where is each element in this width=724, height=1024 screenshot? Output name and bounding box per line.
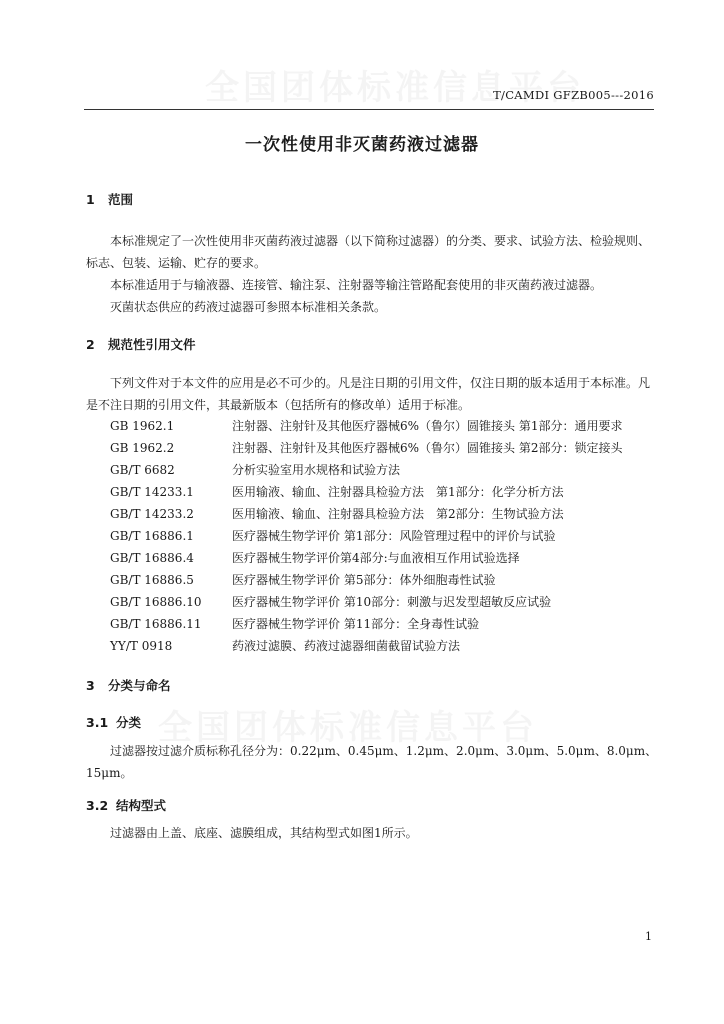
section-1-paragraph-3: 灭菌状态供应的药液过滤器可参照本标准相关条款。 xyxy=(110,300,387,314)
header-rule xyxy=(84,109,654,110)
section-3-heading xyxy=(86,676,171,694)
reference-row xyxy=(110,591,551,613)
reference-row xyxy=(110,525,555,547)
section-2-heading xyxy=(86,335,196,353)
reference-code: GB/T 16886.10 xyxy=(110,595,202,609)
section-2-intro: 下列文件对于本文件的应用是必不可少的。凡是注日期的引用文件，仅注日期的版本适用于本标准。凡是不注日期的引用文件，其最新版本（包括所有的修改单）适用于标准。 xyxy=(86,376,651,412)
reference-row xyxy=(110,613,479,635)
section-3-1-heading xyxy=(86,713,141,731)
reference-code: GB 1962.1 xyxy=(110,419,175,433)
reference-row xyxy=(110,569,495,591)
section-1-title: 范围 xyxy=(108,192,134,207)
reference-title: 注射器、注射针及其他医疗器械6%（鲁尔）圆锥接头 第1部分：通用要求 xyxy=(232,419,623,433)
reference-row xyxy=(110,547,520,569)
reference-row xyxy=(110,503,564,525)
section-2-title: 规范性引用文件 xyxy=(108,337,196,352)
section-3-2-title: 结构型式 xyxy=(116,798,167,813)
reference-title: 药液过滤膜、药液过滤器细菌截留试验方法 xyxy=(232,639,461,653)
reference-code: GB/T 16886.5 xyxy=(110,573,194,587)
reference-title: 医用输液、输血、注射器具检验方法 第2部分：生物试验方法 xyxy=(232,507,564,521)
reference-row xyxy=(110,635,460,657)
section-3-1-number: 3.1 xyxy=(86,715,109,730)
section-2-number: 2 xyxy=(86,337,95,352)
page-number: 1 xyxy=(645,930,652,943)
document-code: T/CAMDI GFZB005---2016 xyxy=(493,88,654,102)
reference-code: GB/T 16886.1 xyxy=(110,529,194,543)
section-3-title: 分类与命名 xyxy=(108,678,171,693)
section-1-heading xyxy=(86,190,133,208)
reference-title: 医疗器械生物学评价 第10部分：刺激与迟发型超敏反应试验 xyxy=(232,595,552,609)
section-3-number: 3 xyxy=(86,678,95,693)
reference-code: GB/T 16886.4 xyxy=(110,551,194,565)
reference-code: GB/T 16886.11 xyxy=(110,617,202,631)
document-title: 一次性使用非灭菌药液过滤器 xyxy=(245,135,479,155)
section-3-2-heading xyxy=(86,796,166,814)
reference-row xyxy=(110,437,623,459)
reference-code: GB/T 14233.1 xyxy=(110,485,194,499)
reference-code: YY/T 0918 xyxy=(110,639,173,653)
reference-title: 注射器、注射针及其他医疗器械6%（鲁尔）圆锥接头 第2部分：锁定接头 xyxy=(232,441,623,455)
section-1-paragraph-1: 本标准规定了一次性使用非灭菌药液过滤器（以下简称过滤器）的分类、要求、试验方法、检验规则、标志、包装、运输、贮存的要求。 xyxy=(86,234,651,270)
reference-row xyxy=(110,459,400,481)
section-3-1-paragraph: 过滤器按过滤介质标称孔径分为：0.22μm、0.45μm、1.2μm、2.0μm、3.0μm、5.0μm、8.0μm、15μm。 xyxy=(86,744,658,780)
reference-code: GB 1962.2 xyxy=(110,441,175,455)
section-1-paragraph-2: 本标准适用于与输液器、连接管、输注泵、注射器等输注管路配套使用的非灭菌药液过滤器。 xyxy=(110,278,603,292)
section-3-2-number: 3.2 xyxy=(86,798,109,813)
reference-title: 医用输液、输血、注射器具检验方法 第1部分：化学分析方法 xyxy=(232,485,564,499)
reference-title: 分析实验室用水规格和试验方法 xyxy=(232,463,401,477)
section-1-number: 1 xyxy=(86,192,95,207)
reference-row xyxy=(110,415,623,437)
section-3-2-paragraph: 过滤器由上盖、底座、滤膜组成，其结构型式如图1所示。 xyxy=(110,826,418,840)
reference-title: 医疗器械生物学评价第4部分:与血液相互作用试验选择 xyxy=(232,551,520,565)
reference-title: 医疗器械生物学评价 第5部分：体外细胞毒性试验 xyxy=(232,573,496,587)
reference-code: GB/T 14233.2 xyxy=(110,507,194,521)
reference-code: GB/T 6682 xyxy=(110,463,175,477)
reference-row xyxy=(110,481,564,503)
section-3-1-title: 分类 xyxy=(116,715,142,730)
reference-title: 医疗器械生物学评价 第11部分：全身毒性试验 xyxy=(232,617,480,631)
reference-title: 医疗器械生物学评价 第1部分：风险管理过程中的评价与试验 xyxy=(232,529,556,543)
